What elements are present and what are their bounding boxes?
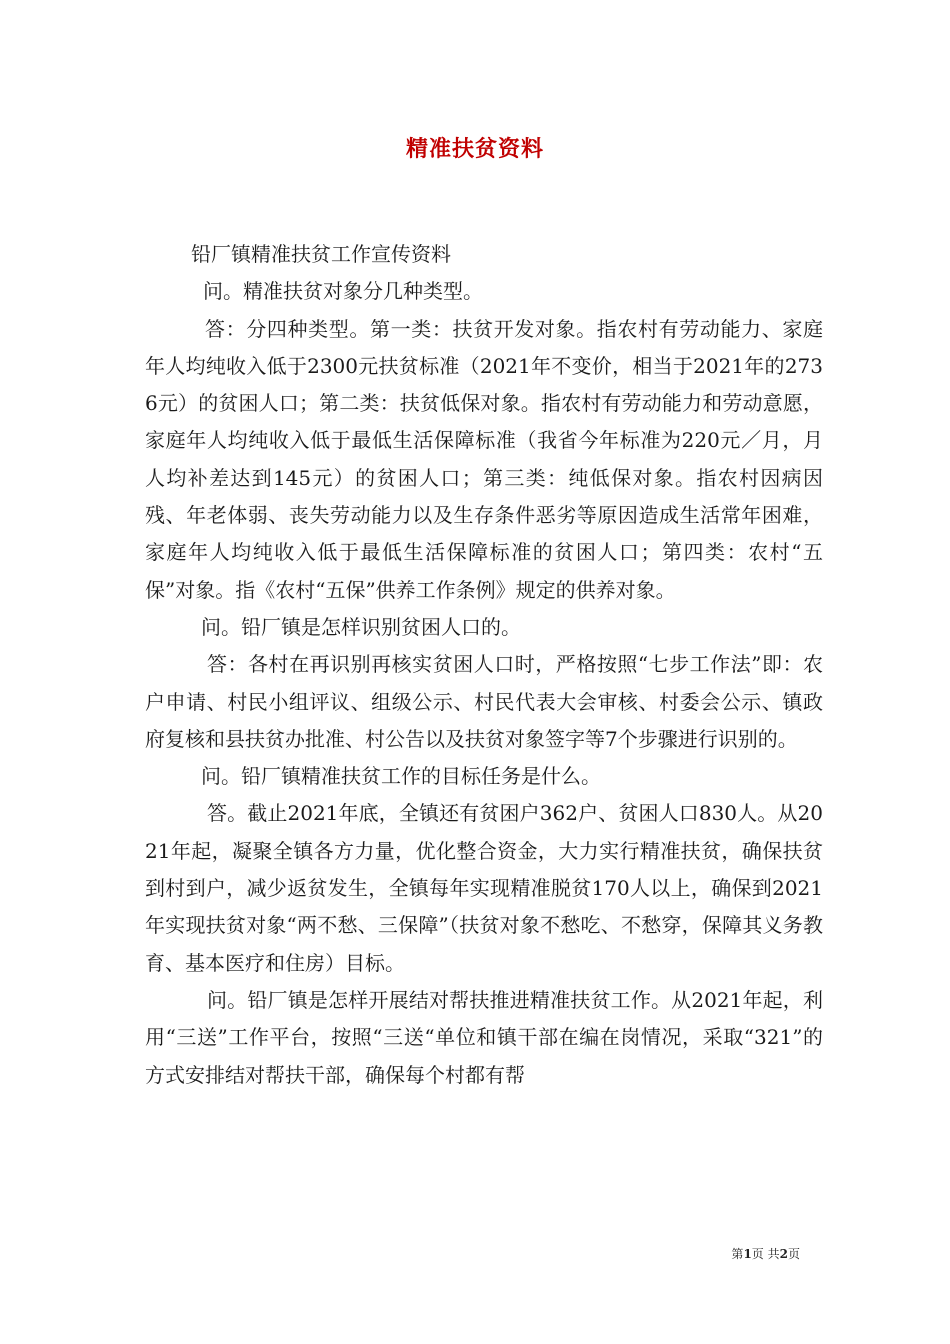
paragraph-question-3: 问。铅厂镇精准扶贫工作的目标任务是什么。 [201, 764, 601, 789]
document-title: 精准扶贫资料 [405, 136, 544, 162]
page-footer [600, 1245, 800, 1262]
paragraph-question-4: 问。铅厂镇是怎样开展结对帮扶推进精准扶贫工作。从2021年起，利用“三送”工作平台，按照“三送“单位和镇干部在编在岗情况，采取“321”的方式安排结对帮扶干部，确保每个村都有帮 [145, 987, 823, 1087]
document-body [145, 236, 823, 1094]
footer-middle: 页 共 [751, 1247, 780, 1261]
footer-suffix: 页 [787, 1247, 800, 1261]
current-page-number: 1 [743, 1247, 752, 1261]
paragraph-answer-1: 答：分四种类型。第一类：扶贫开发对象。指农村有劳动能力、家庭年人均纯收入低于2300元扶贫标准（2021年不变价，相当于2021年的2736元）的贫困人口；第二类：扶贫低保对象。指农村有劳动能力和劳动意愿，家庭年人均纯收入低于最低生活保障标准（我省今年标准为220元／月，月人均补差达到145元）的贫困人口；第三类：纯低保对象。指农村因病因残、年老体弱、丧失劳动能力以及生存条件恶劣等原因造成生活常年困难，家庭年人均纯收入低于最低生活保障标准的贫困人口；第四类：农村“五保”对象。指《农村“五保”供养工作条例》规定的供养对象。 [145, 316, 823, 602]
paragraph-subtitle: 铅厂镇精准扶贫工作宣传资料 [191, 242, 451, 266]
total-pages-number: 2 [779, 1247, 788, 1261]
paragraph-answer-3: 答。截止2021年底，全镇还有贫困户362户、贫困人口830人。从2021年起，凝聚全镇各方力量，优化整合资金，大力实行精准扶贫，确保扶贫到村到户，减少返贫发生，全镇每年实现精准脱贫170人以上，确保到2021年实现扶贫对象“两不愁、三保障”（扶贫对象不愁吃、不愁穿，保障其义务教育、基本医疗和住房）目标。 [145, 801, 823, 975]
footer-prefix: 第 [731, 1247, 744, 1261]
paragraph-answer-2: 答：各村在再识别再核实贫困人口时，严格按照“七步工作法”即：农户申请、村民小组评议、组级公示、村民代表大会审核、村委会公示、镇政府复核和县扶贫办批准、村公告以及扶贫对象签字等7个步骤进行识别的。 [145, 652, 823, 751]
paragraph-question-2: 问。铅厂镇是怎样识别贫困人口的。 [201, 614, 521, 639]
paragraph-question-1: 问。精准扶贫对象分几种类型。 [203, 279, 483, 304]
